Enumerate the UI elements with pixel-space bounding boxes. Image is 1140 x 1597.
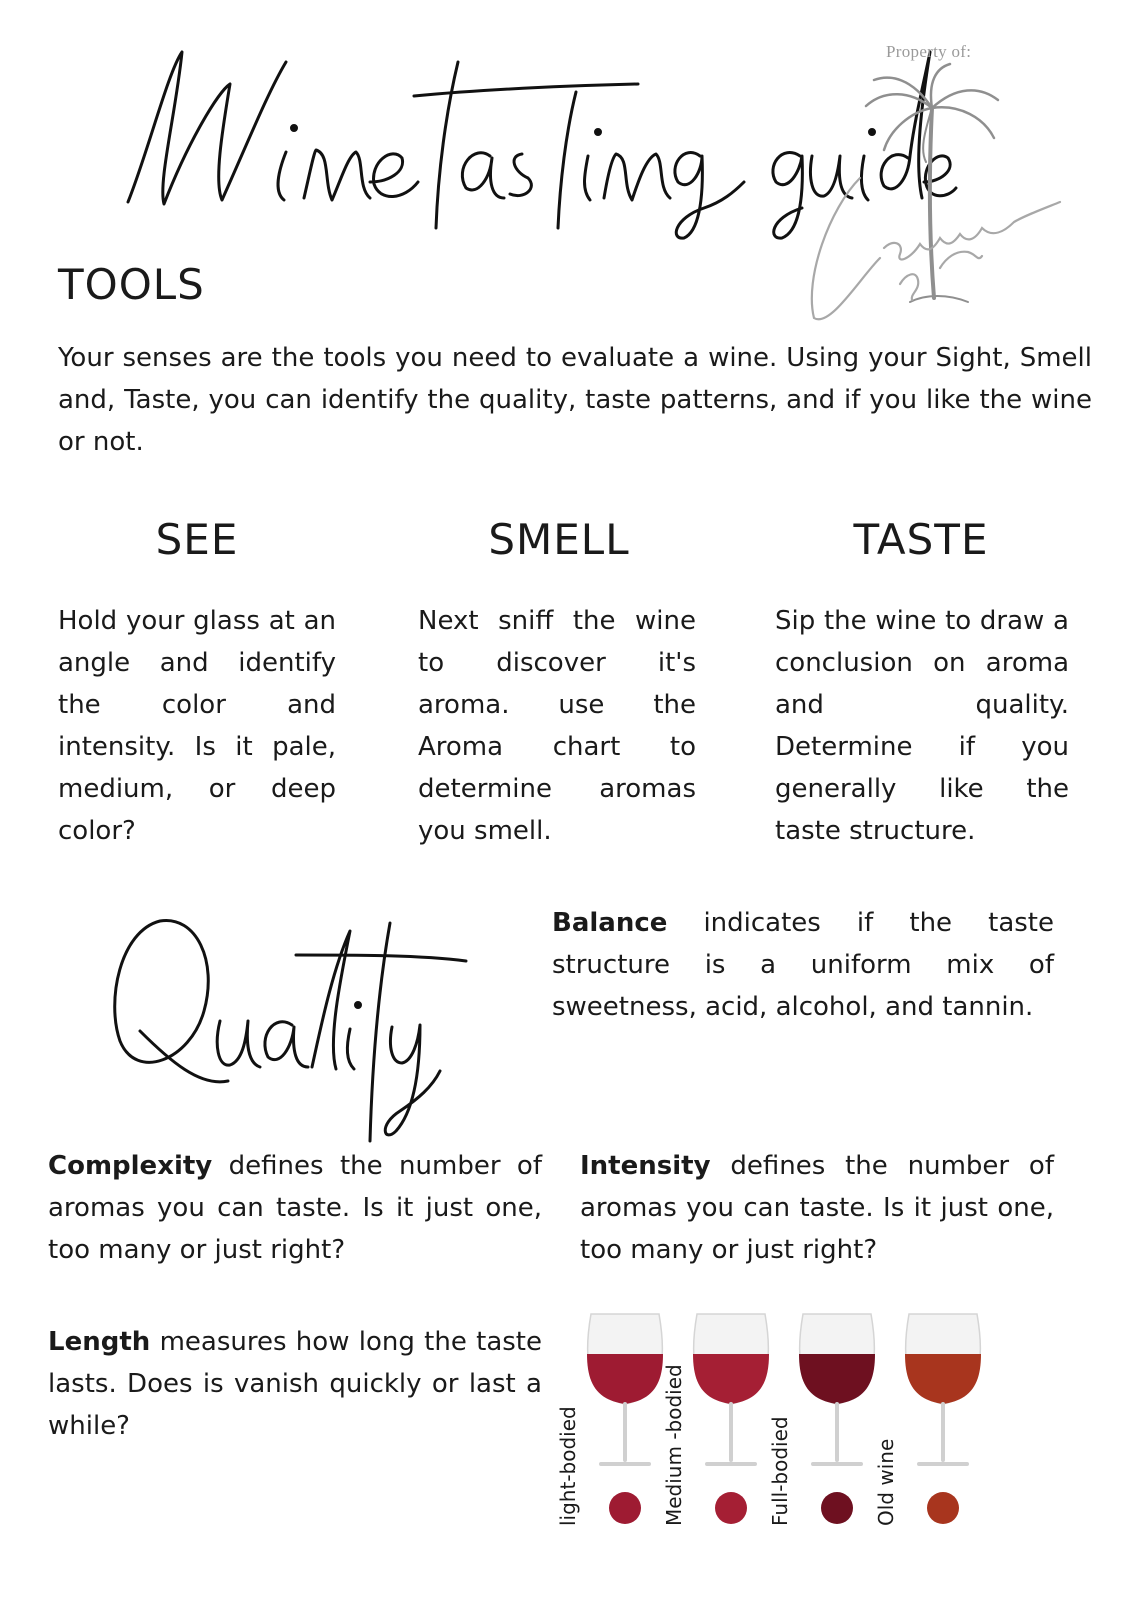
complexity-desc: defines the number of aromas you can taste. Is it just one, too many or just right? — [48, 1151, 542, 1265]
taste-heading: TASTE — [853, 515, 989, 564]
smell-heading: SMELL — [488, 515, 630, 564]
wine-color-swatch — [609, 1492, 641, 1524]
wine-glass — [874, 1314, 981, 1526]
length-term: Length — [48, 1327, 151, 1357]
wine-glass — [768, 1314, 875, 1526]
wine-fill — [587, 1354, 663, 1404]
brand-logo — [800, 38, 1080, 338]
wine-color-swatch — [927, 1492, 959, 1524]
quality-title — [100, 893, 480, 1133]
wine-body-label: Full-bodied — [768, 1416, 792, 1526]
complexity-term: Complexity — [48, 1151, 213, 1181]
balance-term: Balance — [552, 908, 668, 938]
length-text — [48, 1321, 542, 1447]
balance-text — [552, 902, 1054, 1028]
wine-glass — [556, 1314, 663, 1526]
wine-glass — [662, 1314, 769, 1526]
wine-body-label: light-bodied — [556, 1406, 580, 1526]
wine-body-label: Old wine — [874, 1438, 898, 1526]
complexity-text — [48, 1145, 542, 1271]
intensity-term: Intensity — [580, 1151, 711, 1181]
tools-heading: TOOLS — [58, 260, 205, 309]
wine-body-glasses — [556, 1300, 1105, 1540]
quality-script-lettering — [100, 911, 480, 1151]
intensity-desc: defines the number of aromas you can taste. Is it just one, too many or just right? — [580, 1151, 1054, 1265]
wine-color-swatch — [821, 1492, 853, 1524]
wine-body-label: Medium -bodied — [662, 1364, 686, 1526]
property-label: Property of: — [886, 42, 972, 61]
length-desc: measures how long the taste lasts. Does is vanish quickly or last a while? — [48, 1327, 542, 1441]
tools-text: Your senses are the tools you need to evaluate a wine. Using your Sight, Smell and, Taste, you can identify the quality, taste patterns, and if you like the wine or not. — [58, 343, 1092, 457]
smell-text: Next sniff the wine to discover it's aroma. use the Aroma chart to determine aromas you smell. — [418, 606, 696, 846]
see-heading: SEE — [155, 515, 239, 564]
palm-tree-icon — [866, 64, 998, 302]
wine-fill — [799, 1354, 875, 1404]
intensity-text — [580, 1145, 1054, 1271]
balance-desc: indicates if the taste structure is a uniform mix of sweetness, acid, alcohol, and tannin. — [552, 908, 1054, 1022]
taste-text: Sip the wine to draw a conclusion on aroma and quality. Determine if you generally like the taste structure. — [775, 606, 1069, 846]
see-text: Hold your glass at an angle and identify the color and intensity. Is it pale, medium, or deep color? — [58, 606, 336, 846]
wine-color-swatch — [715, 1492, 747, 1524]
wine-fill — [905, 1354, 981, 1404]
wine-fill — [693, 1354, 769, 1404]
